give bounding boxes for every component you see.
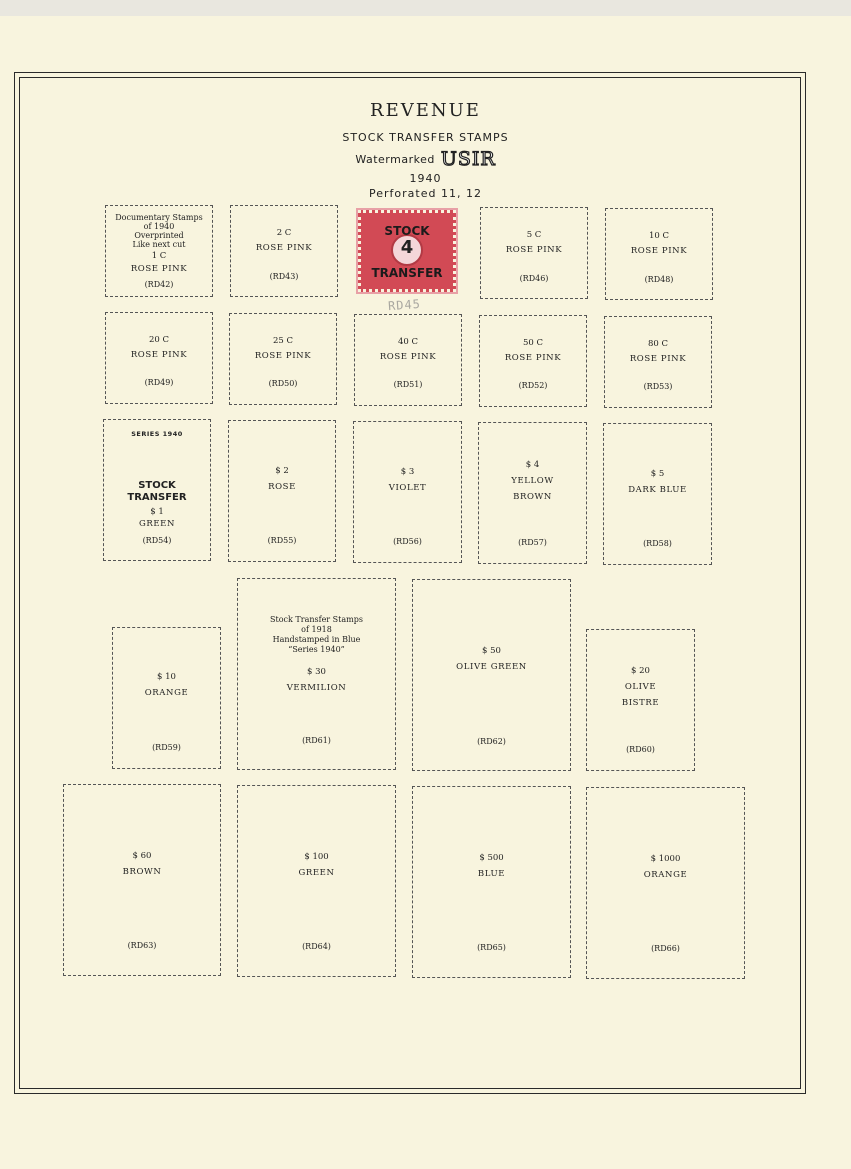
- catalog-number: (RD46): [519, 274, 549, 283]
- watermarked-label: Watermarked: [355, 153, 435, 166]
- overprint-note: [108, 213, 210, 249]
- stamp-value: 4: [400, 237, 414, 258]
- stamp-color-2: BROWN: [513, 492, 552, 502]
- stamp-color: ROSE PINK: [504, 353, 562, 363]
- stamp-color: ROSE PINK: [630, 246, 688, 256]
- scan-top-strip: [0, 0, 851, 16]
- note-line: Overprinted: [134, 231, 184, 240]
- catalog-number: (RD52): [518, 381, 548, 390]
- stamp-color: VERMILION: [286, 683, 347, 693]
- note-line: Like next cut: [132, 240, 186, 249]
- denomination: 2 C: [276, 228, 292, 238]
- stamp-color: ROSE PINK: [254, 351, 312, 361]
- catalog-number: (RD57): [518, 538, 547, 547]
- denomination: $ 4: [525, 460, 540, 470]
- stamp-color: ORANGE: [144, 688, 189, 698]
- stamp-space-rd61: [237, 578, 396, 770]
- denomination: 5 C: [526, 230, 542, 240]
- handstamp-note: [240, 615, 393, 655]
- denomination: $ 100: [304, 852, 329, 862]
- catalog-number: (RD49): [144, 378, 174, 387]
- denomination: 50 C: [522, 338, 544, 348]
- denomination: 40 C: [397, 337, 419, 347]
- stamp-color: ROSE PINK: [130, 264, 188, 274]
- stamp-color: ROSE PINK: [505, 245, 563, 255]
- catalog-number: (RD66): [651, 944, 680, 953]
- stamp-color: OLIVE GREEN: [456, 662, 527, 672]
- catalog-number: (RD51): [393, 380, 423, 389]
- catalog-number: (RD50): [268, 379, 298, 388]
- stamp-space-rd51: [354, 314, 462, 406]
- denomination: $ 5: [650, 469, 665, 479]
- stamp-space-rd60: [586, 629, 695, 771]
- stamp-color-2: BISTRE: [621, 698, 660, 708]
- denomination: 80 C: [647, 339, 669, 349]
- stamp-color: VIOLET: [388, 483, 427, 493]
- stamp-color: ROSE PINK: [379, 352, 437, 362]
- catalog-number: (RD43): [269, 272, 299, 281]
- denomination: $ 3: [400, 467, 415, 477]
- denomination: 1 C: [151, 251, 167, 261]
- stamp-color: GREEN: [298, 868, 335, 878]
- denomination: $ 2: [275, 466, 289, 476]
- denomination: $ 20: [631, 666, 650, 676]
- watermark-line: [0, 150, 851, 169]
- stamp-overprint-top: STOCK: [384, 224, 430, 238]
- note-line: of 1918: [301, 625, 332, 634]
- stamp-space-rd42: [105, 205, 213, 297]
- stamp-space-rd43: [230, 205, 338, 297]
- catalog-number: (RD53): [643, 382, 673, 391]
- stamp-overprint-bottom: TRANSFER: [371, 266, 443, 280]
- stamp-color: BROWN: [122, 867, 162, 877]
- stamp-perforations: [358, 210, 456, 292]
- catalog-number: (RD62): [477, 737, 506, 746]
- denomination: $ 60: [132, 851, 152, 861]
- stamp-color: ROSE PINK: [255, 243, 313, 253]
- catalog-number: (RD60): [626, 745, 655, 754]
- stamp-space-rd65: [412, 786, 571, 978]
- stamp-color: ROSE PINK: [629, 354, 687, 364]
- note-line: “Series 1940”: [288, 645, 345, 654]
- stamp-color: GREEN: [138, 519, 176, 529]
- stamp-color: YELLOW: [511, 476, 554, 486]
- stamp-space-rd46: [480, 207, 588, 299]
- denomination: 25 C: [272, 336, 294, 346]
- stamp-space-rd54: [103, 419, 211, 561]
- catalog-number: (RD65): [477, 943, 506, 952]
- stamp-space-rd56: [353, 421, 462, 563]
- denomination: $ 1000: [650, 854, 681, 864]
- note-line: Handstamped in Blue: [272, 635, 361, 644]
- catalog-number: (RD59): [152, 743, 181, 752]
- page-title: REVENUE: [370, 100, 481, 121]
- pencil-annotation: RD45: [387, 296, 422, 314]
- stamp-color: DARK BLUE: [628, 485, 687, 495]
- page-subtitle: STOCK TRANSFER STAMPS: [342, 131, 509, 144]
- overprint-transfer: TRANSFER: [127, 492, 187, 503]
- stamp-color: ORANGE: [643, 870, 688, 880]
- stamp-space-rd52: [479, 315, 587, 407]
- catalog-number: (RD61): [302, 736, 331, 745]
- catalog-number: (RD64): [302, 942, 331, 951]
- stamp-color: ROSE PINK: [130, 350, 188, 360]
- catalog-number: (RD56): [393, 537, 422, 546]
- denomination: 20 C: [148, 335, 170, 345]
- stamp-space-rd48: [605, 208, 713, 300]
- catalog-number: (RD48): [644, 275, 674, 284]
- series-label: SERIES 1940: [131, 430, 183, 438]
- denomination: $ 30: [307, 667, 326, 677]
- stamp-color: OLIVE: [624, 682, 657, 692]
- note-line: Stock Transfer Stamps: [270, 615, 363, 624]
- denomination: $ 10: [157, 672, 176, 682]
- stamp-space-rd64: [237, 785, 396, 977]
- denomination: $ 500: [479, 853, 504, 863]
- catalog-number: (RD55): [267, 536, 297, 545]
- stamp-space-rd55: [228, 420, 336, 562]
- note-line: Documentary Stamps: [115, 213, 203, 222]
- stamp-space-rd58: [603, 423, 712, 565]
- watermark-usir: USIR: [440, 148, 496, 170]
- stamp-color: BLUE: [477, 869, 506, 879]
- stamp-space-rd49: [105, 312, 213, 404]
- stamp-color: ROSE: [268, 482, 296, 492]
- stamp-space-rd53: [604, 316, 712, 408]
- stamp-space-rd63: [63, 784, 221, 976]
- catalog-number: (RD63): [127, 941, 157, 950]
- catalog-number: (RD42): [144, 280, 174, 289]
- stamp-space-rd59: [112, 627, 221, 769]
- stamp-space-rd66: [586, 787, 745, 979]
- perforation-note: Perforated 11, 12: [369, 187, 482, 200]
- issue-year: 1940: [409, 172, 442, 185]
- catalog-number: (RD58): [643, 539, 672, 548]
- denomination: $ 1: [150, 507, 164, 517]
- stamp-rd45: [358, 210, 456, 292]
- catalog-number: (RD54): [142, 536, 172, 545]
- stamp-space-rd62: [412, 579, 571, 771]
- stamp-space-rd50: [229, 313, 337, 405]
- denomination: 10 C: [648, 231, 670, 241]
- denomination: $ 50: [482, 646, 501, 656]
- note-line: of 1940: [143, 222, 175, 231]
- overprint-stock: STOCK: [138, 480, 176, 491]
- stamp-space-rd57: [478, 422, 587, 564]
